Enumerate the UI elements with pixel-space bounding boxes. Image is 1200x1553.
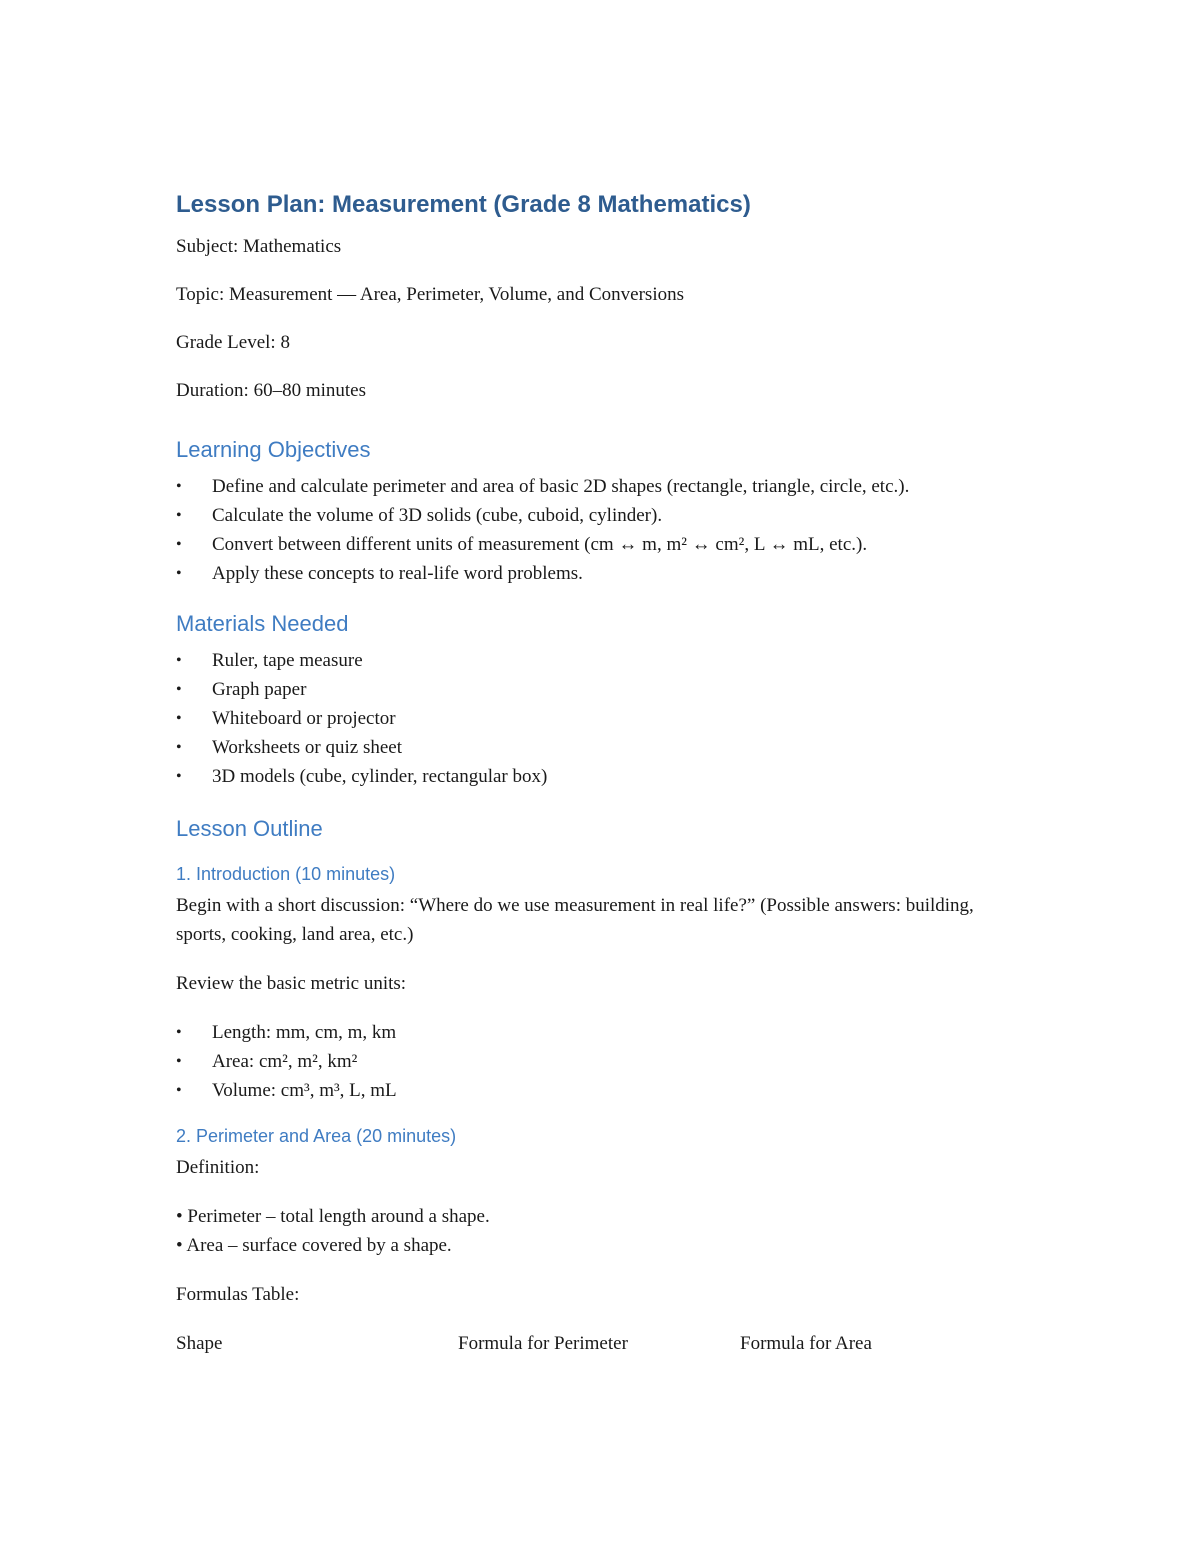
topic-line: Topic: Measurement — Area, Perimeter, Volume, and Conversions [176, 284, 684, 305]
bullet-icon: • [176, 1053, 182, 1070]
list-item: • Area: cm², m², km² [176, 1047, 1016, 1076]
units-list [176, 1018, 1016, 1105]
perimeter-heading: 2. Perimeter and Area (20 minutes) [176, 1126, 457, 1146]
list-item: • Apply these concepts to real-life word problems. [176, 559, 1016, 588]
bullet-icon: • [176, 710, 182, 727]
definition-label: Definition: [176, 1157, 260, 1178]
grade-line: Grade Level: 8 [176, 332, 290, 353]
formulas-table-header [176, 1329, 1016, 1358]
objectives-heading: Learning Objectives [176, 437, 371, 462]
list-item: • Define and calculate perimeter and area of basic 2D shapes (rectangle, triangle, circle, etc.). [176, 472, 1016, 501]
intro-heading: 1. Introduction (10 minutes) [176, 864, 396, 884]
bullet-icon: • [176, 536, 182, 553]
outline-heading: Lesson Outline [176, 816, 323, 841]
bullet-icon: • [176, 1024, 182, 1041]
list-item: • Ruler, tape measure [176, 646, 1016, 675]
list-item: • Convert between different units of measurement (cm ↔ m, m² ↔ cm², L ↔ mL, etc.). [176, 530, 1016, 559]
bullet-icon: • [176, 681, 182, 698]
bullet-icon: • [176, 478, 182, 495]
bullet-icon: • [176, 1082, 182, 1099]
document-page [176, 188, 1016, 1358]
review-text: Review the basic metric units: [176, 973, 407, 994]
bullet-icon: • [176, 652, 182, 669]
list-item: • Length: mm, cm, m, km [176, 1018, 1016, 1047]
list-item: • Calculate the volume of 3D solids (cube, cuboid, cylinder). [176, 501, 1016, 530]
list-item: • Whiteboard or projector [176, 704, 1016, 733]
bullet-icon: • [176, 739, 182, 756]
perimeter-definition: • Perimeter – total length around a shape. [176, 1206, 490, 1227]
table-header-shape: Shape [176, 1333, 223, 1354]
table-header-area: Formula for Area [740, 1333, 872, 1354]
table-header-perimeter: Formula for Perimeter [458, 1333, 628, 1354]
bullet-icon: • [176, 565, 182, 582]
materials-list [176, 646, 1016, 791]
area-definition: • Area – surface covered by a shape. [176, 1235, 452, 1256]
objectives-list [176, 472, 1016, 588]
document-title: Lesson Plan: Measurement (Grade 8 Mathematics) [176, 191, 751, 218]
formulas-table-label: Formulas Table: [176, 1284, 300, 1305]
subject-line: Subject: Mathematics [176, 236, 342, 257]
list-item: • Worksheets or quiz sheet [176, 733, 1016, 762]
bullet-icon: • [176, 507, 182, 524]
materials-heading: Materials Needed [176, 611, 349, 636]
list-item: • Volume: cm³, m³, L, mL [176, 1076, 1016, 1105]
bullet-icon: • [176, 768, 182, 785]
intro-text: Begin with a short discussion: “Where do we use measurement in real life?” (Possible answers: building, sports, cooking, land area, etc.) [176, 895, 974, 945]
duration-line: Duration: 60–80 minutes [176, 380, 366, 401]
list-item: • Graph paper [176, 675, 1016, 704]
list-item: • 3D models (cube, cylinder, rectangular box) [176, 762, 1016, 791]
